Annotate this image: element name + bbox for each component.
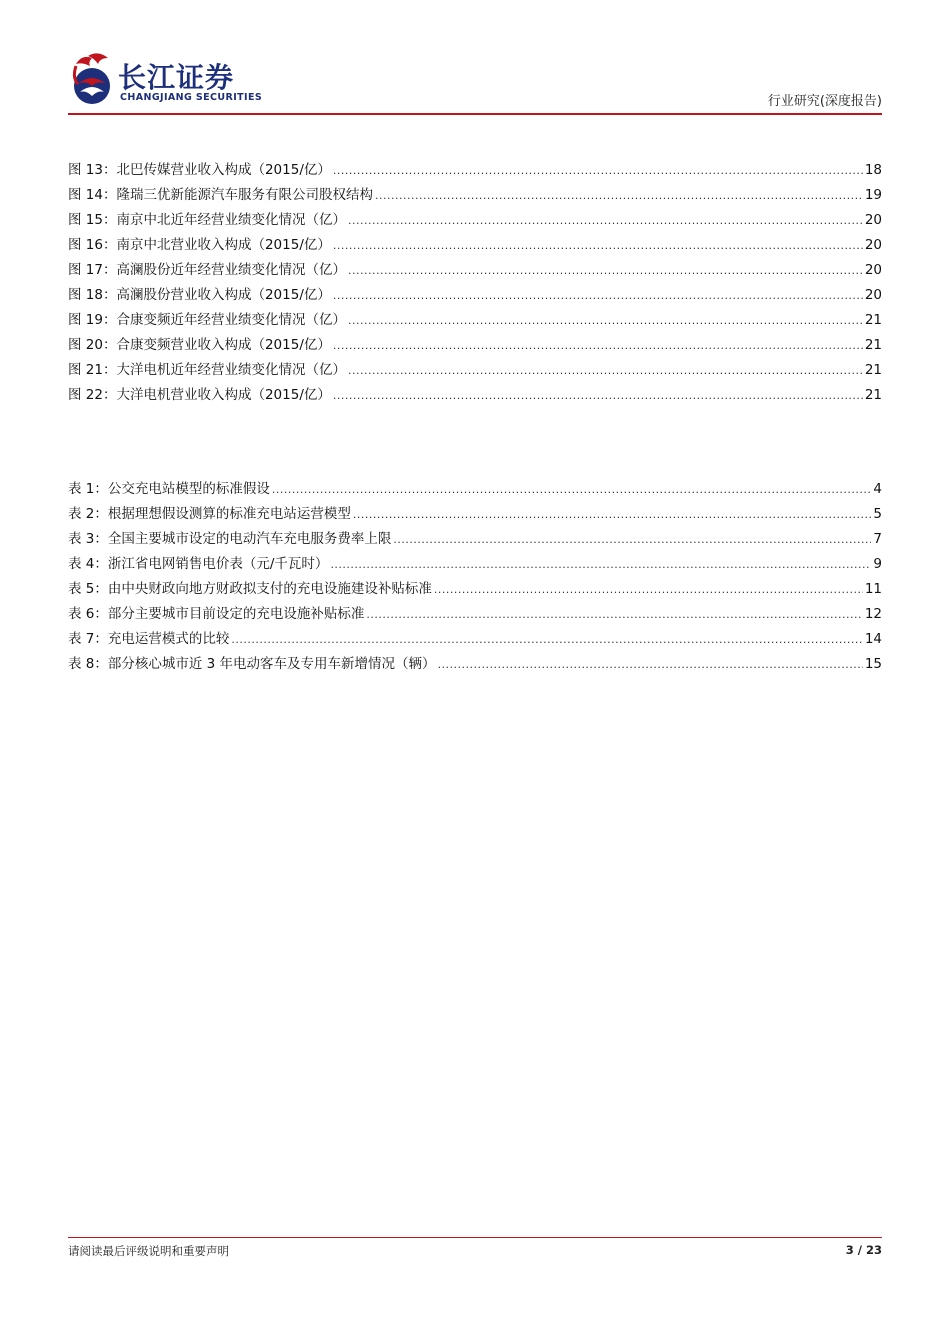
toc-entry-page: 18 (864, 162, 882, 178)
toc-entry-figure-20[interactable] (68, 333, 882, 358)
toc-entry-table-1[interactable] (68, 477, 882, 502)
toc-leader-dots (333, 337, 863, 353)
table-list (68, 477, 882, 677)
toc-entry-title: 表 3：全国主要城市设定的电动汽车充电服务费率上限 (68, 531, 392, 547)
toc-entry-page: 5 (873, 506, 882, 522)
footer-page-number: 3 / 23 (845, 1243, 882, 1257)
toc-leader-dots (393, 531, 871, 547)
toc-entry-title: 图 20：合康变频营业收入构成（2015/亿） (68, 337, 331, 353)
toc-entry-title: 图 22：大洋电机营业收入构成（2015/亿） (68, 387, 331, 403)
toc-entry-table-7[interactable] (68, 627, 882, 652)
toc-entry-title: 图 17：高澜股份近年经营业绩变化情况（亿） (68, 262, 346, 278)
toc-entry-page: 21 (864, 337, 882, 353)
toc-entry-table-3[interactable] (68, 527, 882, 552)
toc-entry-page: 14 (864, 631, 882, 647)
toc-entry-title: 图 13：北巴传媒营业收入构成（2015/亿） (68, 162, 331, 178)
toc-entry-title: 图 18：高澜股份营业收入构成（2015/亿） (68, 287, 331, 303)
toc-leader-dots (330, 556, 871, 572)
toc-entry-figure-19[interactable] (68, 308, 882, 333)
toc-leader-dots (333, 237, 863, 253)
toc-leader-dots (348, 262, 863, 278)
toc-entry-page: 7 (873, 531, 882, 547)
toc-entry-page: 20 (864, 262, 882, 278)
toc-entry-title: 表 2：根据理想假设测算的标准充电站运营模型 (68, 506, 351, 522)
toc-entry-title: 图 15：南京中北近年经营业绩变化情况（亿） (68, 212, 346, 228)
toc-entry-title: 表 7：充电运营模式的比较 (68, 631, 230, 647)
footer-divider (68, 1237, 882, 1238)
toc-leader-dots (333, 287, 863, 303)
toc-entry-title: 图 14：隆瑞三优新能源汽车服务有限公司股权结构 (68, 187, 373, 203)
toc-entry-page: 11 (864, 581, 882, 597)
figure-list (68, 158, 882, 408)
toc-leader-dots (353, 506, 872, 522)
logo-emblem-icon (68, 50, 116, 106)
toc-entry-page: 19 (864, 187, 882, 203)
toc-entry-title: 表 4：浙江省电网销售电价表（元/千瓦时） (68, 556, 329, 572)
toc-entry-figure-18[interactable] (68, 283, 882, 308)
toc-entry-figure-21[interactable] (68, 358, 882, 383)
toc-entry-table-2[interactable] (68, 502, 882, 527)
toc-entry-page: 21 (864, 362, 882, 378)
toc-entry-title: 表 6：部分主要城市目前设定的充电设施补贴标准 (68, 606, 365, 622)
toc-entry-page: 21 (864, 312, 882, 328)
toc-entry-figure-15[interactable] (68, 208, 882, 233)
toc-entry-page: 4 (873, 481, 882, 497)
toc-leader-dots (333, 162, 863, 178)
toc-entry-title: 表 5：由中央财政向地方财政拟支付的充电设施建设补贴标准 (68, 581, 432, 597)
toc-entry-figure-22[interactable] (68, 383, 882, 408)
toc-entry-table-4[interactable] (68, 552, 882, 577)
toc-entry-title: 表 1：公交充电站模型的标准假设 (68, 481, 270, 497)
toc-entry-page: 20 (864, 237, 882, 253)
toc-entry-table-5[interactable] (68, 577, 882, 602)
toc-leader-dots (348, 212, 863, 228)
toc-entry-title: 图 19：合康变频近年经营业绩变化情况（亿） (68, 312, 346, 328)
toc-leader-dots (348, 312, 863, 328)
logo-en-text: CHANGJIANG SECURITIES (120, 92, 263, 103)
toc-leader-dots (348, 362, 863, 378)
header-divider (68, 113, 882, 115)
logo-cn-text: 长江证券 (118, 61, 235, 94)
footer-disclaimer: 请阅读最后评级说明和重要声明 (68, 1244, 229, 1258)
toc-entry-figure-13[interactable] (68, 158, 882, 183)
toc-entry-page: 20 (864, 287, 882, 303)
toc-leader-dots (231, 631, 862, 647)
toc-entry-title: 图 21：大洋电机近年经营业绩变化情况（亿） (68, 362, 346, 378)
toc-entry-page: 12 (864, 606, 882, 622)
toc-leader-dots (333, 387, 863, 403)
toc-entry-title: 表 8：部分核心城市近 3 年电动客车及专用车新增情况（辆） (68, 656, 436, 672)
report-type: 行业研究(深度报告) (767, 94, 882, 109)
toc-entry-figure-16[interactable] (68, 233, 882, 258)
toc-entry-table-6[interactable] (68, 602, 882, 627)
toc-entry-figure-14[interactable] (68, 183, 882, 208)
toc-leader-dots (375, 187, 863, 203)
toc-entry-figure-17[interactable] (68, 258, 882, 283)
company-logo (68, 48, 288, 108)
page-header (68, 48, 882, 114)
toc-entry-table-8[interactable] (68, 652, 882, 677)
toc-entry-title: 图 16：南京中北营业收入构成（2015/亿） (68, 237, 331, 253)
toc-entry-page: 20 (864, 212, 882, 228)
toc-leader-dots (272, 481, 872, 497)
toc-leader-dots (438, 656, 863, 672)
toc-leader-dots (366, 606, 862, 622)
toc-entry-page: 15 (864, 656, 882, 672)
toc-entry-page: 9 (873, 556, 882, 572)
toc-leader-dots (434, 581, 863, 597)
toc-entry-page: 21 (864, 387, 882, 403)
